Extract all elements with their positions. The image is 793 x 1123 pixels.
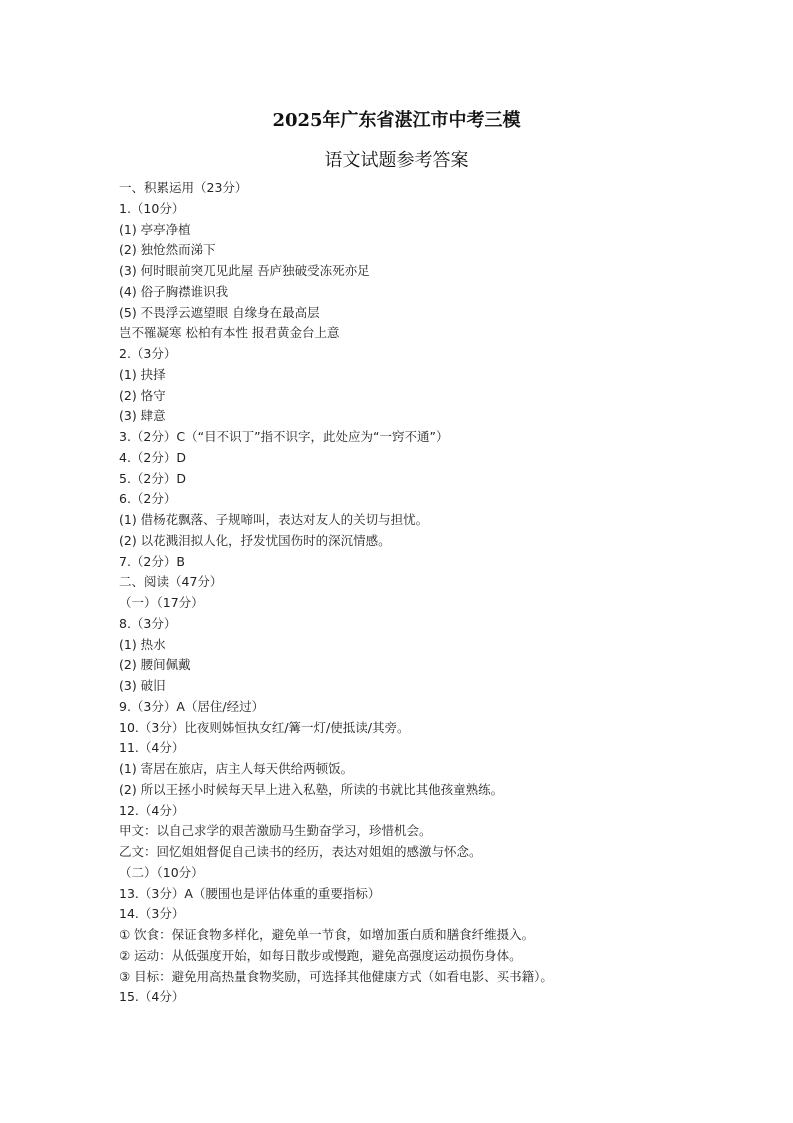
answer-line: (3) 破旧: [119, 678, 166, 693]
answer-line: ① 饮食：保证食物多样化，避免单一节食，如增加蛋白质和膳食纤维摄入。: [119, 927, 535, 942]
answer-line: (1) 抉择: [119, 366, 166, 382]
answer-line: ② 运动：从低强度开始，如每日散步或慢跑，避免高强度运动损伤身体。: [119, 947, 522, 963]
answer-line: (2) 所以王拯小时候每天早上进入私塾，所读的书就比其他孩童熟练。: [119, 781, 504, 797]
answer-line: （二）（10分）: [119, 864, 204, 880]
answer-line: 6.（2分）: [119, 491, 177, 507]
answer-line: 3.（2分）C（“目不识丁”指不识字，此处应为“一窍不通”）: [119, 429, 449, 444]
answer-line: (2) 恪守: [119, 387, 166, 403]
answer-line: 甲文：以自己求学的艰苦激励马生勤奋学习，珍惜机会。: [119, 823, 432, 839]
answer-line: 11.（4分）: [119, 740, 185, 756]
answer-line: (5) 不畏浮云遮望眼 自缘身在最高层: [119, 304, 320, 320]
answer-line: 二、阅读（47分）: [119, 574, 223, 590]
answer-line: 8.（3分）: [119, 615, 177, 631]
answer-line: 13.（3分）A（腰围也是评估体重的重要指标）: [119, 885, 381, 901]
answer-line: (1) 热水: [119, 636, 166, 652]
answer-line: (4) 俗子胸襟谁识我: [119, 283, 229, 299]
document-subtitle: 语文试题参考答案: [324, 150, 469, 171]
answer-line: 岂不罹凝寒 松柏有本性 报君黄金台上意: [119, 325, 340, 341]
answer-line: (2) 以花溅泪拟人化，抒发忧国伤时的深沉情感。: [119, 532, 391, 548]
answer-line: 15.（4分）: [119, 989, 185, 1005]
answer-line: ③ 目标：避免用高热量食物奖励，可选择其他健康方式（如看电影、买书籍）。: [119, 968, 553, 984]
answer-line: (1) 借杨花飘落、子规啼叫，表达对友人的关切与担忧。: [119, 512, 429, 527]
answer-line: 4.（2分）D: [119, 449, 187, 465]
answer-line: 一、积累运用（23分）: [119, 180, 248, 195]
answer-line: (1) 亭亭净植: [119, 221, 191, 237]
answer-line: 5.（2分）D: [119, 470, 187, 486]
document-title: 2025年广东省湛江市中考三模: [272, 110, 521, 131]
answer-line: 7.（2分）B: [119, 553, 185, 569]
answer-line: （一）（17分）: [119, 595, 204, 610]
answer-lines: [119, 178, 719, 1008]
answer-line: 14.（3分）: [119, 906, 185, 922]
answer-line: (3) 肆意: [119, 408, 166, 424]
answer-line: (3) 何时眼前突兀见此屋 吾庐独破受冻死亦足: [119, 263, 370, 278]
answer-line: 12.（4分）: [119, 802, 185, 818]
answer-line: 9.（3分）A（居住/经过）: [119, 698, 265, 714]
answer-line: (2) 腰间佩戴: [119, 657, 191, 673]
answer-line: (1) 寄居在旅店，店主人每天供给两顿饭。: [119, 761, 354, 776]
answer-line: (2) 独怆然而涕下: [119, 242, 216, 258]
answer-line: 10.（3分）比夜则姊恒执女红/篝一灯/使抵读/其旁。: [119, 719, 410, 735]
answer-line: 1.（10分）: [119, 200, 185, 216]
answer-line: 2.（3分）: [119, 346, 177, 361]
answer-line: 乙文：回忆姐姐督促自己读书的经历，表达对姐姐的感激与怀念。: [119, 844, 482, 859]
